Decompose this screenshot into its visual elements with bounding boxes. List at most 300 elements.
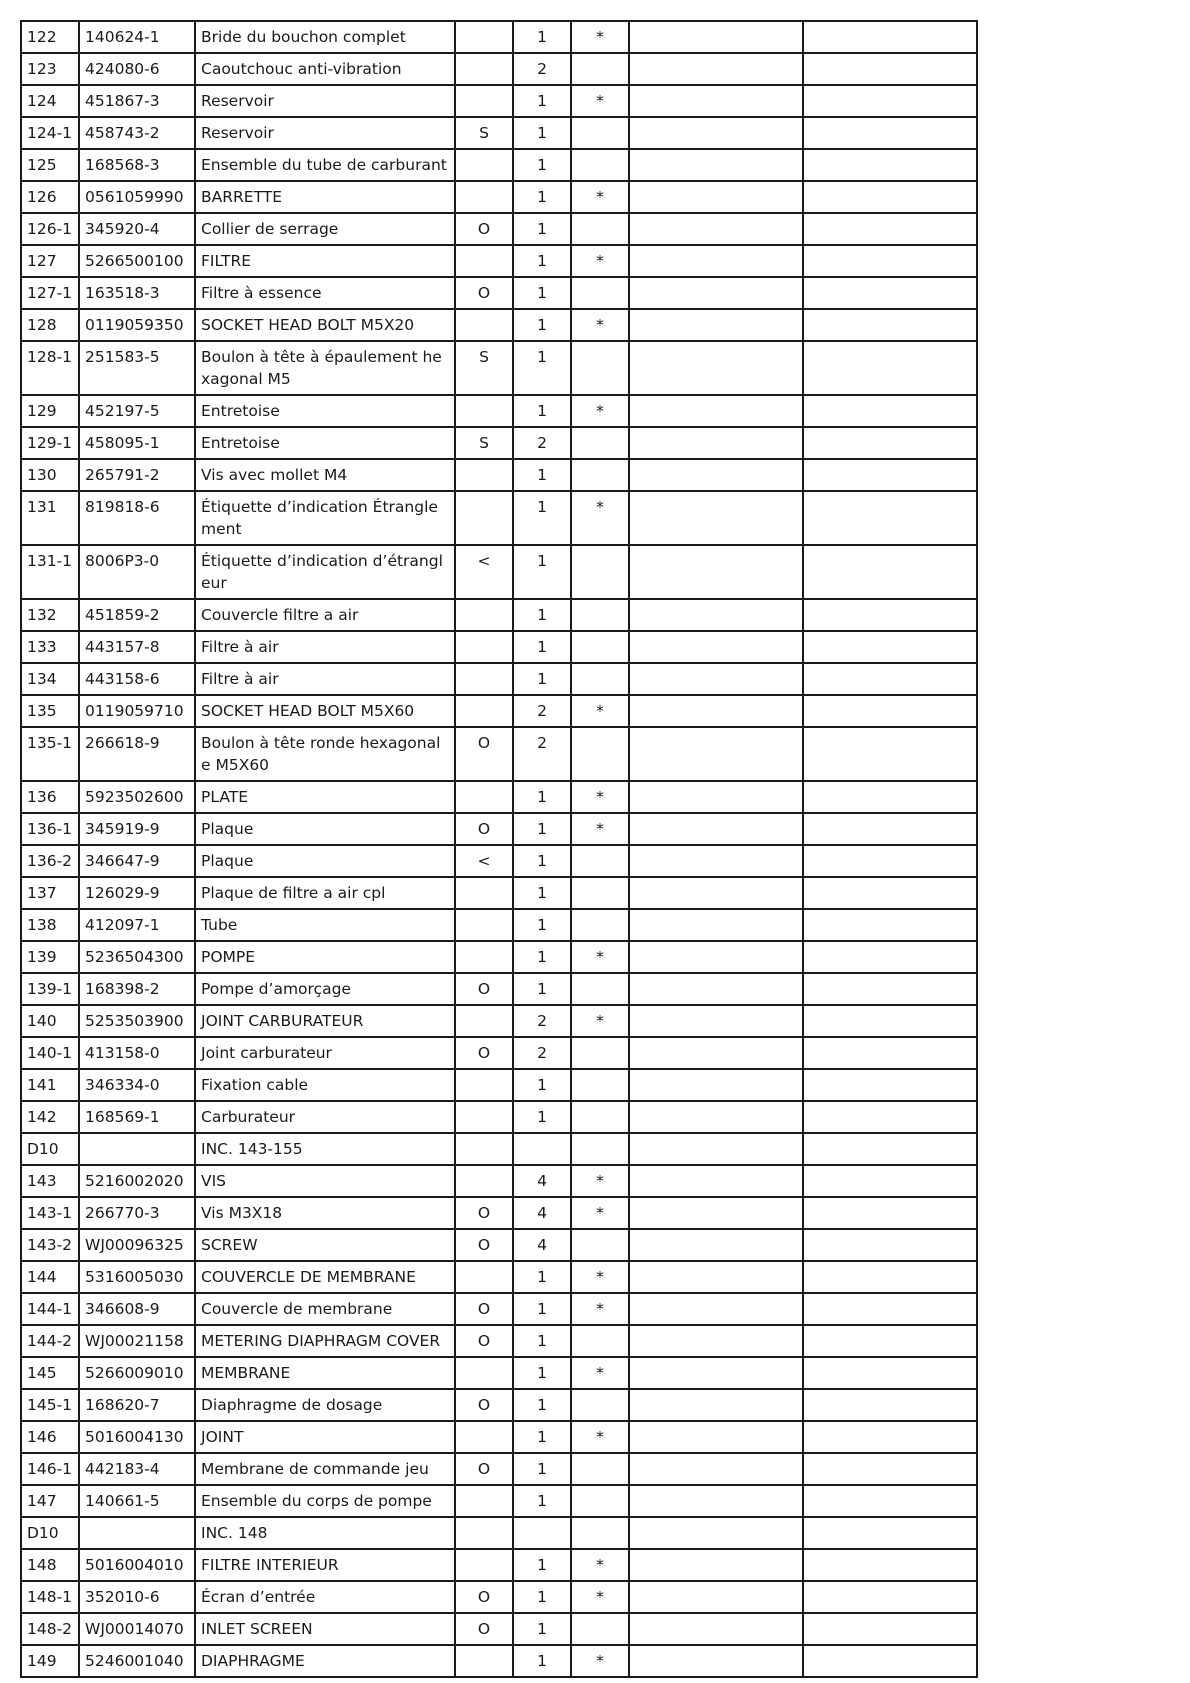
- note-cell: *: [571, 1645, 629, 1677]
- table-row: [21, 85, 977, 117]
- empty-cell: [803, 663, 977, 695]
- empty-cell: [629, 1197, 803, 1229]
- empty-cell: [629, 491, 803, 545]
- item-number-cell: 126-1: [21, 213, 79, 245]
- description-cell: PLATE: [195, 781, 455, 813]
- note-cell: [571, 341, 629, 395]
- description-cell: SOCKET HEAD BOLT M5X20: [195, 309, 455, 341]
- empty-cell: [803, 53, 977, 85]
- empty-cell: [629, 1389, 803, 1421]
- table-row: [21, 663, 977, 695]
- empty-cell: [803, 1197, 977, 1229]
- empty-cell: [803, 245, 977, 277]
- empty-cell: [803, 491, 977, 545]
- empty-cell: [629, 1005, 803, 1037]
- part-number-cell: WJ00096325: [79, 1229, 195, 1261]
- note-cell: *: [571, 1549, 629, 1581]
- description-cell: COUVERCLE DE MEMBRANE: [195, 1261, 455, 1293]
- quantity-cell: 1: [513, 941, 571, 973]
- description-cell: Tube: [195, 909, 455, 941]
- description-cell: MEMBRANE: [195, 1357, 455, 1389]
- empty-cell: [629, 727, 803, 781]
- code-cell: S: [455, 117, 513, 149]
- empty-cell: [803, 277, 977, 309]
- empty-cell: [629, 941, 803, 973]
- item-number-cell: 148-1: [21, 1581, 79, 1613]
- code-cell: S: [455, 341, 513, 395]
- code-cell: [455, 181, 513, 213]
- table-row: [21, 1421, 977, 1453]
- description-cell: Écran d’entrée: [195, 1581, 455, 1613]
- note-cell: [571, 1613, 629, 1645]
- note-cell: [571, 1325, 629, 1357]
- empty-cell: [803, 845, 977, 877]
- note-cell: [571, 459, 629, 491]
- quantity-cell: 1: [513, 1261, 571, 1293]
- table-row: [21, 941, 977, 973]
- part-number-cell: 126029-9: [79, 877, 195, 909]
- table-row: [21, 1069, 977, 1101]
- part-number-cell: 168620-7: [79, 1389, 195, 1421]
- empty-cell: [629, 213, 803, 245]
- note-cell: *: [571, 1005, 629, 1037]
- description-cell: Membrane de commande jeu: [195, 1453, 455, 1485]
- code-cell: [455, 1357, 513, 1389]
- empty-cell: [803, 1485, 977, 1517]
- empty-cell: [629, 973, 803, 1005]
- description-cell: Étiquette d’indication d’étrangleur: [195, 545, 455, 599]
- quantity-cell: 1: [513, 813, 571, 845]
- table-row: [21, 181, 977, 213]
- empty-cell: [629, 1549, 803, 1581]
- item-number-cell: 145-1: [21, 1389, 79, 1421]
- table-row: [21, 1389, 977, 1421]
- part-number-cell: 452197-5: [79, 395, 195, 427]
- code-cell: [455, 149, 513, 181]
- empty-cell: [629, 909, 803, 941]
- table-row: [21, 1005, 977, 1037]
- note-cell: *: [571, 781, 629, 813]
- code-cell: O: [455, 277, 513, 309]
- table-row: [21, 1613, 977, 1645]
- item-number-cell: 140-1: [21, 1037, 79, 1069]
- note-cell: [571, 1101, 629, 1133]
- part-number-cell: 443158-6: [79, 663, 195, 695]
- note-cell: [571, 845, 629, 877]
- empty-cell: [803, 181, 977, 213]
- part-number-cell: 5253503900: [79, 1005, 195, 1037]
- part-number-cell: 346334-0: [79, 1069, 195, 1101]
- quantity-cell: 1: [513, 1069, 571, 1101]
- table-row: [21, 53, 977, 85]
- table-row: [21, 1325, 977, 1357]
- table-row: [21, 1485, 977, 1517]
- part-number-cell: 345920-4: [79, 213, 195, 245]
- empty-cell: [629, 1357, 803, 1389]
- part-number-cell: 140661-5: [79, 1485, 195, 1517]
- table-row: [21, 277, 977, 309]
- description-cell: Carburateur: [195, 1101, 455, 1133]
- empty-cell: [629, 21, 803, 53]
- description-cell: Plaque: [195, 845, 455, 877]
- code-cell: [455, 1101, 513, 1133]
- description-cell: Plaque: [195, 813, 455, 845]
- empty-cell: [803, 1517, 977, 1549]
- empty-cell: [629, 781, 803, 813]
- empty-cell: [803, 1005, 977, 1037]
- table-row: [21, 149, 977, 181]
- code-cell: [455, 695, 513, 727]
- part-number-cell: 5016004130: [79, 1421, 195, 1453]
- description-cell: METERING DIAPHRAGM COVER: [195, 1325, 455, 1357]
- table-row: [21, 877, 977, 909]
- table-row: [21, 427, 977, 459]
- parts-table: [20, 20, 978, 1678]
- code-cell: [455, 491, 513, 545]
- part-number-cell: 345919-9: [79, 813, 195, 845]
- table-row: [21, 1517, 977, 1549]
- item-number-cell: 144: [21, 1261, 79, 1293]
- table-row: [21, 459, 977, 491]
- empty-cell: [629, 631, 803, 663]
- table-row: [21, 1453, 977, 1485]
- empty-cell: [629, 309, 803, 341]
- note-cell: [571, 1389, 629, 1421]
- empty-cell: [803, 1293, 977, 1325]
- description-cell: Joint carburateur: [195, 1037, 455, 1069]
- empty-cell: [803, 149, 977, 181]
- item-number-cell: 128-1: [21, 341, 79, 395]
- code-cell: <: [455, 845, 513, 877]
- quantity-cell: 1: [513, 1549, 571, 1581]
- table-row: [21, 1261, 977, 1293]
- empty-cell: [629, 1037, 803, 1069]
- empty-cell: [629, 1645, 803, 1677]
- code-cell: O: [455, 213, 513, 245]
- quantity-cell: 4: [513, 1197, 571, 1229]
- code-cell: O: [455, 1389, 513, 1421]
- table-row: [21, 1133, 977, 1165]
- empty-cell: [629, 53, 803, 85]
- note-cell: [571, 631, 629, 663]
- description-cell: INLET SCREEN: [195, 1613, 455, 1645]
- table-row: [21, 1645, 977, 1677]
- empty-cell: [803, 1165, 977, 1197]
- quantity-cell: 1: [513, 1357, 571, 1389]
- empty-cell: [629, 1613, 803, 1645]
- description-cell: Filtre à essence: [195, 277, 455, 309]
- quantity-cell: [513, 1133, 571, 1165]
- quantity-cell: 1: [513, 1101, 571, 1133]
- empty-cell: [629, 545, 803, 599]
- table-row: [21, 117, 977, 149]
- part-number-cell: 451867-3: [79, 85, 195, 117]
- description-cell: VIS: [195, 1165, 455, 1197]
- note-cell: [571, 277, 629, 309]
- note-cell: [571, 1453, 629, 1485]
- quantity-cell: 1: [513, 663, 571, 695]
- note-cell: *: [571, 1421, 629, 1453]
- item-number-cell: 130: [21, 459, 79, 491]
- description-cell: Couvercle de membrane: [195, 1293, 455, 1325]
- empty-cell: [803, 1037, 977, 1069]
- empty-cell: [629, 117, 803, 149]
- part-number-cell: 168398-2: [79, 973, 195, 1005]
- item-number-cell: 122: [21, 21, 79, 53]
- code-cell: O: [455, 727, 513, 781]
- empty-cell: [629, 1293, 803, 1325]
- part-number-cell: 5236504300: [79, 941, 195, 973]
- note-cell: [571, 973, 629, 1005]
- description-cell: Filtre à air: [195, 663, 455, 695]
- quantity-cell: 1: [513, 1421, 571, 1453]
- code-cell: [455, 1261, 513, 1293]
- part-number-cell: 5923502600: [79, 781, 195, 813]
- empty-cell: [803, 213, 977, 245]
- item-number-cell: 127: [21, 245, 79, 277]
- empty-cell: [629, 877, 803, 909]
- item-number-cell: 127-1: [21, 277, 79, 309]
- description-cell: POMPE: [195, 941, 455, 973]
- item-number-cell: 136-2: [21, 845, 79, 877]
- table-row: [21, 1581, 977, 1613]
- empty-cell: [803, 1229, 977, 1261]
- code-cell: [455, 1549, 513, 1581]
- note-cell: [571, 727, 629, 781]
- part-number-cell: 0119059710: [79, 695, 195, 727]
- empty-cell: [803, 909, 977, 941]
- item-number-cell: 141: [21, 1069, 79, 1101]
- table-row: [21, 1293, 977, 1325]
- part-number-cell: 5316005030: [79, 1261, 195, 1293]
- description-cell: SOCKET HEAD BOLT M5X60: [195, 695, 455, 727]
- table-row: [21, 695, 977, 727]
- code-cell: <: [455, 545, 513, 599]
- description-cell: Vis M3X18: [195, 1197, 455, 1229]
- empty-cell: [803, 1453, 977, 1485]
- quantity-cell: 1: [513, 149, 571, 181]
- description-cell: Couvercle filtre a air: [195, 599, 455, 631]
- part-number-cell: 346608-9: [79, 1293, 195, 1325]
- empty-cell: [629, 1453, 803, 1485]
- item-number-cell: 139-1: [21, 973, 79, 1005]
- part-number-cell: 5216002020: [79, 1165, 195, 1197]
- item-number-cell: 144-2: [21, 1325, 79, 1357]
- quantity-cell: 1: [513, 395, 571, 427]
- table-row: [21, 727, 977, 781]
- note-cell: [571, 427, 629, 459]
- description-cell: Ensemble du corps de pompe: [195, 1485, 455, 1517]
- empty-cell: [803, 459, 977, 491]
- quantity-cell: 1: [513, 631, 571, 663]
- quantity-cell: 1: [513, 1485, 571, 1517]
- part-number-cell: 5246001040: [79, 1645, 195, 1677]
- code-cell: [455, 909, 513, 941]
- empty-cell: [629, 85, 803, 117]
- part-number-cell: 451859-2: [79, 599, 195, 631]
- empty-cell: [803, 877, 977, 909]
- note-cell: [571, 877, 629, 909]
- note-cell: [571, 1517, 629, 1549]
- part-number-cell: 163518-3: [79, 277, 195, 309]
- item-number-cell: 126: [21, 181, 79, 213]
- code-cell: [455, 1165, 513, 1197]
- empty-cell: [803, 599, 977, 631]
- part-number-cell: 266770-3: [79, 1197, 195, 1229]
- quantity-cell: 1: [513, 117, 571, 149]
- empty-cell: [803, 695, 977, 727]
- item-number-cell: 137: [21, 877, 79, 909]
- note-cell: [571, 1229, 629, 1261]
- description-cell: SCREW: [195, 1229, 455, 1261]
- code-cell: O: [455, 1197, 513, 1229]
- table-row: [21, 781, 977, 813]
- empty-cell: [803, 1133, 977, 1165]
- quantity-cell: 1: [513, 1325, 571, 1357]
- empty-cell: [629, 1517, 803, 1549]
- description-cell: Filtre à air: [195, 631, 455, 663]
- quantity-cell: 1: [513, 1293, 571, 1325]
- empty-cell: [803, 85, 977, 117]
- code-cell: [455, 21, 513, 53]
- note-cell: *: [571, 309, 629, 341]
- empty-cell: [803, 427, 977, 459]
- part-number-cell: 443157-8: [79, 631, 195, 663]
- empty-cell: [629, 149, 803, 181]
- quantity-cell: 1: [513, 973, 571, 1005]
- item-number-cell: 139: [21, 941, 79, 973]
- description-cell: Ensemble du tube de carburant: [195, 149, 455, 181]
- part-number-cell: 5266500100: [79, 245, 195, 277]
- quantity-cell: 1: [513, 181, 571, 213]
- quantity-cell: 1: [513, 85, 571, 117]
- part-number-cell: 819818-6: [79, 491, 195, 545]
- item-number-cell: 136-1: [21, 813, 79, 845]
- description-cell: FILTRE INTERIEUR: [195, 1549, 455, 1581]
- part-number-cell: 266618-9: [79, 727, 195, 781]
- code-cell: [455, 781, 513, 813]
- note-cell: *: [571, 941, 629, 973]
- table-row: [21, 599, 977, 631]
- quantity-cell: [513, 1517, 571, 1549]
- item-number-cell: 123: [21, 53, 79, 85]
- quantity-cell: 1: [513, 459, 571, 491]
- part-number-cell: 5016004010: [79, 1549, 195, 1581]
- description-cell: Étiquette d’indication Étranglement: [195, 491, 455, 545]
- code-cell: [455, 877, 513, 909]
- table-row: [21, 1037, 977, 1069]
- note-cell: [571, 213, 629, 245]
- item-number-cell: 149: [21, 1645, 79, 1677]
- item-number-cell: 145: [21, 1357, 79, 1389]
- empty-cell: [629, 695, 803, 727]
- description-cell: INC. 143-155: [195, 1133, 455, 1165]
- note-cell: *: [571, 1293, 629, 1325]
- empty-cell: [803, 545, 977, 599]
- part-number-cell: 168569-1: [79, 1101, 195, 1133]
- code-cell: [455, 1517, 513, 1549]
- empty-cell: [803, 341, 977, 395]
- part-number-cell: 0119059350: [79, 309, 195, 341]
- description-cell: FILTRE: [195, 245, 455, 277]
- quantity-cell: 1: [513, 909, 571, 941]
- empty-cell: [803, 1325, 977, 1357]
- code-cell: [455, 941, 513, 973]
- item-number-cell: 131-1: [21, 545, 79, 599]
- code-cell: S: [455, 427, 513, 459]
- empty-cell: [803, 1101, 977, 1133]
- item-number-cell: 142: [21, 1101, 79, 1133]
- item-number-cell: 147: [21, 1485, 79, 1517]
- description-cell: Reservoir: [195, 117, 455, 149]
- empty-cell: [803, 1261, 977, 1293]
- table-row: [21, 213, 977, 245]
- empty-cell: [803, 727, 977, 781]
- item-number-cell: 135: [21, 695, 79, 727]
- code-cell: [455, 1421, 513, 1453]
- item-number-cell: 134: [21, 663, 79, 695]
- description-cell: Fixation cable: [195, 1069, 455, 1101]
- empty-cell: [803, 309, 977, 341]
- note-cell: [571, 909, 629, 941]
- table-row: [21, 1549, 977, 1581]
- empty-cell: [629, 427, 803, 459]
- table-row: [21, 813, 977, 845]
- code-cell: O: [455, 1453, 513, 1485]
- empty-cell: [629, 1069, 803, 1101]
- code-cell: [455, 1069, 513, 1101]
- part-number-cell: 140624-1: [79, 21, 195, 53]
- part-number-cell: 412097-1: [79, 909, 195, 941]
- empty-cell: [803, 813, 977, 845]
- empty-cell: [629, 341, 803, 395]
- note-cell: [571, 1069, 629, 1101]
- note-cell: [571, 1485, 629, 1517]
- description-cell: Plaque de filtre a air cpl: [195, 877, 455, 909]
- code-cell: [455, 631, 513, 663]
- description-cell: Reservoir: [195, 85, 455, 117]
- quantity-cell: 1: [513, 21, 571, 53]
- item-number-cell: 129-1: [21, 427, 79, 459]
- empty-cell: [629, 1581, 803, 1613]
- empty-cell: [629, 599, 803, 631]
- item-number-cell: 125: [21, 149, 79, 181]
- description-cell: Collier de serrage: [195, 213, 455, 245]
- note-cell: *: [571, 85, 629, 117]
- code-cell: [455, 1005, 513, 1037]
- table-row: [21, 973, 977, 1005]
- table-row: [21, 341, 977, 395]
- description-cell: Pompe d’amorçage: [195, 973, 455, 1005]
- description-cell: Bride du bouchon complet: [195, 21, 455, 53]
- note-cell: [571, 149, 629, 181]
- item-number-cell: 148-2: [21, 1613, 79, 1645]
- quantity-cell: 1: [513, 545, 571, 599]
- description-cell: INC. 148: [195, 1517, 455, 1549]
- empty-cell: [803, 395, 977, 427]
- empty-cell: [629, 1421, 803, 1453]
- item-number-cell: D10: [21, 1517, 79, 1549]
- table-row: [21, 21, 977, 53]
- quantity-cell: 1: [513, 845, 571, 877]
- item-number-cell: 144-1: [21, 1293, 79, 1325]
- description-cell: BARRETTE: [195, 181, 455, 213]
- code-cell: O: [455, 1325, 513, 1357]
- empty-cell: [803, 1069, 977, 1101]
- description-cell: DIAPHRAGME: [195, 1645, 455, 1677]
- empty-cell: [629, 1229, 803, 1261]
- quantity-cell: 2: [513, 727, 571, 781]
